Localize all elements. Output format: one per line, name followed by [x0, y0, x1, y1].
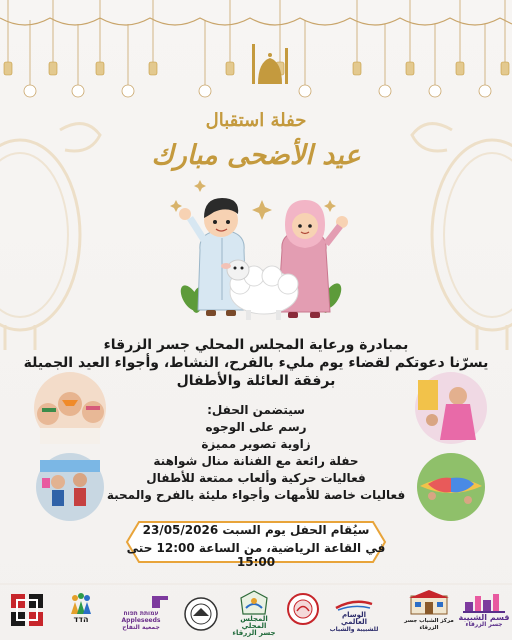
- youth-dept-skyline-icon: [461, 590, 507, 614]
- activity-concert: حفلة رائعة مع الفنانة منال شواهنة: [153, 454, 359, 468]
- logo-appleseeds: עמותת תפוח Appleseeds جمعية التفاح: [112, 594, 170, 631]
- council-emblem-icon: [240, 590, 268, 616]
- geometric-mark-icon: [9, 592, 45, 628]
- activity-mothers: فعاليات خاصة للأمهات وأجواء مليئة بالفرح والمحبة: [106, 488, 406, 502]
- intro-line-2: يسرّنا دعوتكم لقضاء يوم مليء بالفرح، النشاط، وأجواء العيد الجميلة: [23, 355, 489, 371]
- heading-eid-mubarak: عيد الأضحى مبارك: [151, 140, 361, 171]
- hanging-lanterns-garland: [0, 0, 512, 97]
- program-heading: سيتضمن الحفل:: [207, 403, 305, 417]
- activity-face-painting: رسم على الوجوه: [205, 420, 307, 434]
- youth-center-building-icon: [407, 588, 451, 618]
- activity-kids-games: فعاليات حركية وألعاب ممتعة للأطفال: [146, 471, 366, 485]
- logo-wisam: الوسام العالمي للشبيبة والشباب: [328, 598, 380, 633]
- hadad-figures-icon: [69, 592, 93, 616]
- date-line: سيُقام الحفل يوم السبت 23/05/2026: [142, 523, 370, 537]
- logo-youth-department: قسم الشبيبة جسر الزرقاء: [458, 590, 510, 628]
- round-seal-icon: [183, 596, 219, 632]
- activity-photo-corner: زاوية تصوير مميزة: [201, 437, 311, 451]
- logo-geometric: [6, 592, 48, 628]
- intro-line-1: بمبادرة ورعاية المجلس المحلي جسر الزرقاء: [103, 337, 409, 353]
- logo-youth-center: مركز الشباب جسر الزرقاء: [402, 588, 456, 632]
- heading-reception-party: حفلة استقبال: [205, 110, 307, 131]
- logo-round-seal: [178, 596, 224, 632]
- wisam-swoosh-icon: [334, 598, 374, 612]
- place-time-line: في القاعة الرياضية، من الساعة 12:00 حتى 15:00: [126, 541, 386, 569]
- red-seal-icon: [286, 592, 320, 626]
- logo-red-seal: [282, 592, 324, 626]
- logo-local-council: المجلس المحلي جسر الزرقاء: [230, 590, 278, 637]
- intro-line-3: برفقة العائلة والأطفال: [176, 373, 336, 389]
- logo-hadad: הדד: [58, 592, 104, 623]
- appleseeds-icon: [150, 594, 170, 610]
